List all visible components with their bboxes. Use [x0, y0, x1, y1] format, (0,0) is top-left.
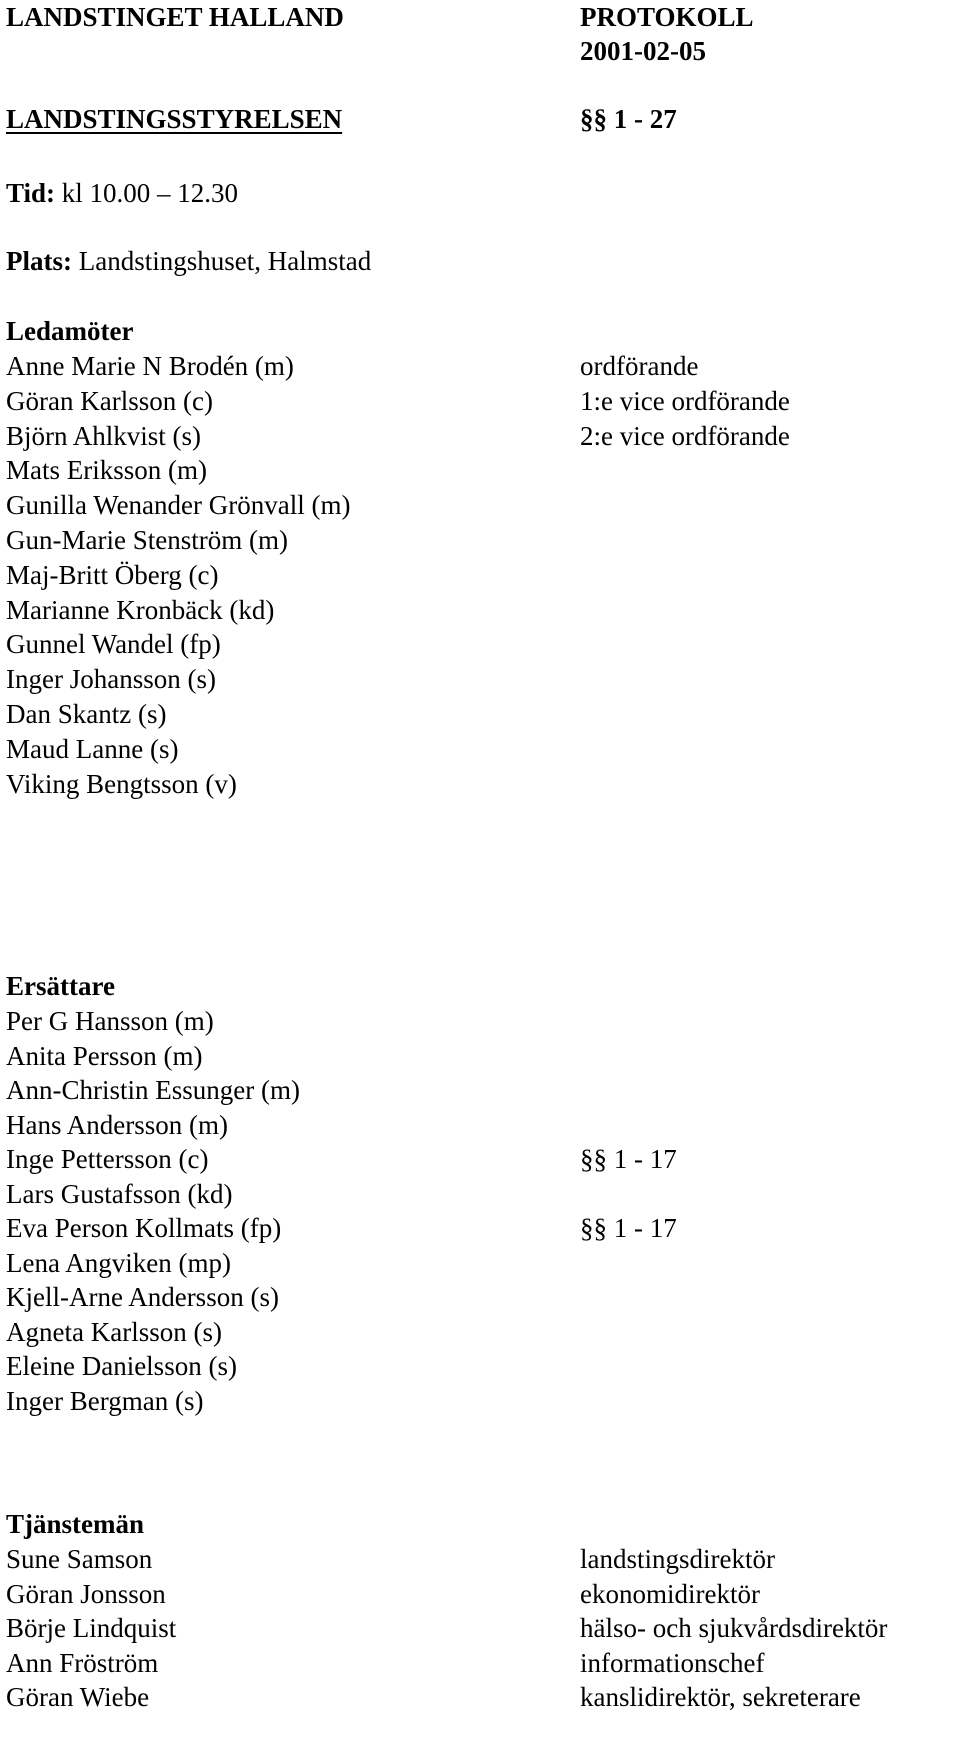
- list-item-name: Viking Bengtsson (v): [6, 768, 237, 799]
- list-item-name: Göran Jonsson: [6, 1578, 166, 1609]
- list-item-name: Agneta Karlsson (s): [6, 1316, 222, 1347]
- list-item-title: ekonomidirektör: [580, 1578, 760, 1609]
- list-item-name: Lena Angviken (mp): [6, 1247, 231, 1278]
- org-name: LANDSTINGET HALLAND: [6, 2, 344, 32]
- members-heading: Ledamöter: [6, 316, 134, 346]
- list-item-title: hälso- och sjukvårdsdirektör: [580, 1613, 888, 1643]
- list-item-name: Inger Bergman (s): [6, 1385, 204, 1416]
- list-item-name: Börje Lindquist: [6, 1613, 177, 1643]
- list-item-name: Hans Andersson (m): [6, 1109, 228, 1140]
- list-item-name: Inger Johansson (s): [6, 664, 216, 695]
- list-item-name: Eleine Danielsson (s): [6, 1351, 237, 1381]
- list-item-name: Gunnel Wandel (fp): [6, 629, 221, 660]
- list-item-name: Göran Karlsson (c): [6, 385, 213, 416]
- substitutes-heading: Ersättare: [6, 971, 115, 1001]
- officials-heading: Tjänstemän: [6, 1509, 145, 1539]
- list-item-name: Maud Lanne (s): [6, 733, 179, 764]
- list-item-role: 1:e vice ordförande: [580, 385, 790, 416]
- list-item-role: ordförande: [580, 351, 699, 381]
- list-item-name: Anne Marie N Brodén (m): [6, 351, 294, 381]
- meeting-time: [6, 176, 238, 210]
- list-item-name: Björn Ahlkvist (s): [6, 420, 202, 451]
- list-item-name: Gunilla Wenander Grönvall (m): [6, 490, 351, 521]
- list-item-name: Kjell-Arne Andersson (s): [6, 1282, 279, 1312]
- list-item-name: Ann Fröström: [6, 1647, 159, 1678]
- list-item-name: Inge Pettersson (c): [6, 1144, 209, 1174]
- paragraph-range: §§ 1 - 27: [580, 104, 677, 134]
- list-item-note: §§ 1 - 17: [580, 1144, 677, 1174]
- list-item-name: Maj-Britt Öberg (c): [6, 559, 219, 590]
- list-item-name: Per G Hansson (m): [6, 1006, 214, 1036]
- meeting-place: [6, 244, 371, 278]
- board-name: LANDSTINGSSTYRELSEN: [6, 104, 343, 134]
- list-item-name: Gun-Marie Stenström (m): [6, 525, 288, 555]
- list-item-title: kanslidirektör, sekreterare: [580, 1682, 861, 1712]
- time-value: kl 10.00 – 12.30: [61, 178, 239, 208]
- time-label: Tid:: [6, 178, 56, 208]
- list-item-name: Lars Gustafsson (kd): [6, 1178, 233, 1209]
- list-item-name: Göran Wiebe: [6, 1682, 150, 1712]
- list-item-note: §§ 1 - 17: [580, 1213, 677, 1243]
- list-item-name: Dan Skantz (s): [6, 699, 167, 729]
- list-item-name: Sune Samson: [6, 1544, 153, 1574]
- list-item-name: Eva Person Kollmats (fp): [6, 1213, 282, 1243]
- list-item-title: informationschef: [580, 1647, 765, 1678]
- list-item-name: Anita Persson (m): [6, 1040, 203, 1071]
- doc-date: 2001-02-05: [580, 36, 706, 66]
- list-item-name: Ann-Christin Essunger (m): [6, 1075, 300, 1105]
- doc-type: PROTOKOLL: [580, 2, 754, 32]
- list-item-title: landstingsdirektör: [580, 1544, 775, 1574]
- list-item-role: 2:e vice ordförande: [580, 420, 790, 451]
- place-value: Landstingshuset, Halmstad: [78, 246, 372, 276]
- list-item-name: Marianne Kronbäck (kd): [6, 594, 275, 625]
- place-label: Plats:: [6, 246, 72, 276]
- list-item-name: Mats Eriksson (m): [6, 455, 207, 486]
